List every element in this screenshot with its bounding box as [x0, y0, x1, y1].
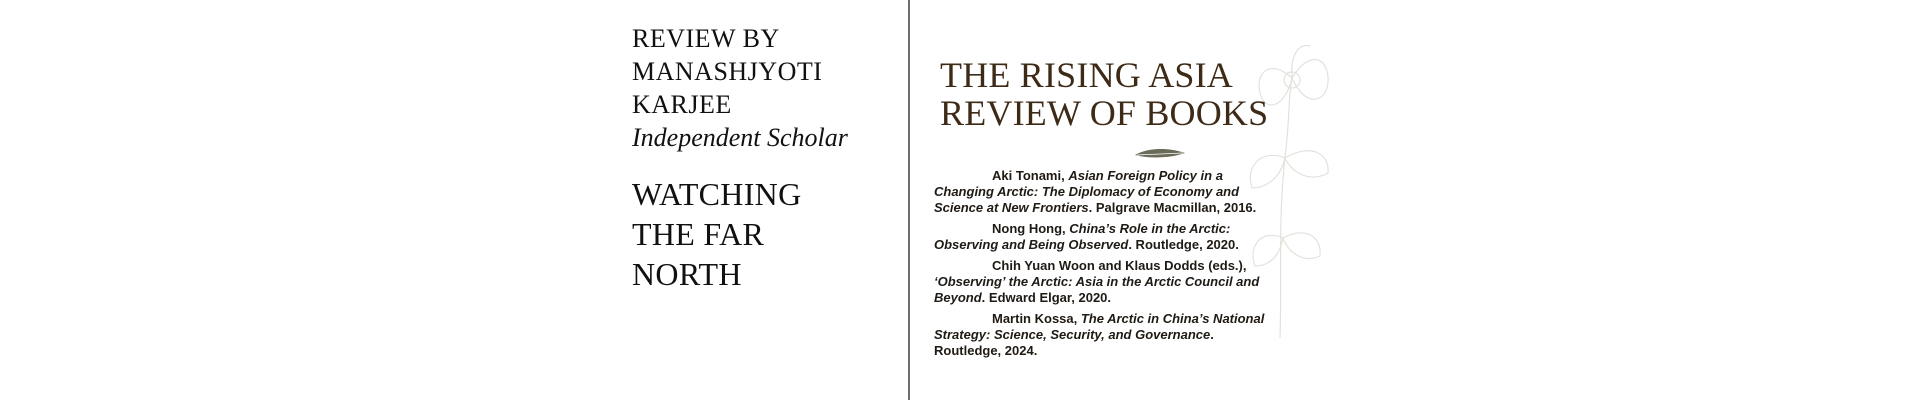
- journal-title-line-2: REVIEW OF BOOKS: [940, 93, 1269, 133]
- review-title-line-2: THE FAR: [632, 216, 765, 252]
- reviewer-role: Independent Scholar: [632, 123, 848, 152]
- review-byline-block: [632, 22, 892, 294]
- review-title: [632, 174, 892, 294]
- journal-title: [940, 56, 1268, 132]
- book-title: China’s Role in the Arctic: Observing and Being Observed: [934, 221, 1231, 252]
- book-publisher: . Palgrave Macmillan, 2016.: [1088, 200, 1257, 215]
- review-title-line-3: NORTH: [632, 256, 742, 292]
- book-entry: [934, 258, 1274, 306]
- reviewer-name-last: KARJEE: [632, 90, 732, 119]
- journal-title-line-1: THE RISING ASIA: [940, 55, 1234, 95]
- byline-label: REVIEW BY: [632, 24, 780, 53]
- reviewed-books-list: [934, 168, 1274, 364]
- book-title: Asian Foreign Policy in a Changing Arctic: The Diplomacy of Economy and Science at New Frontiers: [934, 168, 1240, 215]
- book-author: Nong Hong,: [992, 221, 1070, 236]
- book-author: Chih Yuan Woon and Klaus Dodds (eds.),: [992, 258, 1247, 273]
- book-entry: [934, 311, 1274, 359]
- book-entry: [934, 221, 1274, 253]
- book-author: Martin Kossa,: [992, 311, 1081, 326]
- book-title: ‘Observing’ the Arctic: Asia in the Arctic Council and Beyond: [934, 274, 1260, 305]
- book-author: Aki Tonami,: [992, 168, 1069, 183]
- book-publisher: . Routledge, 2020.: [1128, 237, 1239, 252]
- book-entry: [934, 168, 1274, 216]
- review-byline: [632, 22, 892, 154]
- review-title-line-1: WATCHING: [632, 176, 802, 212]
- reviewer-name-first: MANASHJYOTI: [632, 57, 823, 86]
- book-publisher: . Edward Elgar, 2020.: [981, 290, 1112, 305]
- book-publisher: . Routledge, 2024.: [934, 327, 1214, 358]
- vertical-divider: [908, 0, 910, 400]
- quill-ornament-icon: [1133, 147, 1187, 161]
- book-title: The Arctic in China’s National Strategy: Science, Security, and Governance: [934, 311, 1265, 342]
